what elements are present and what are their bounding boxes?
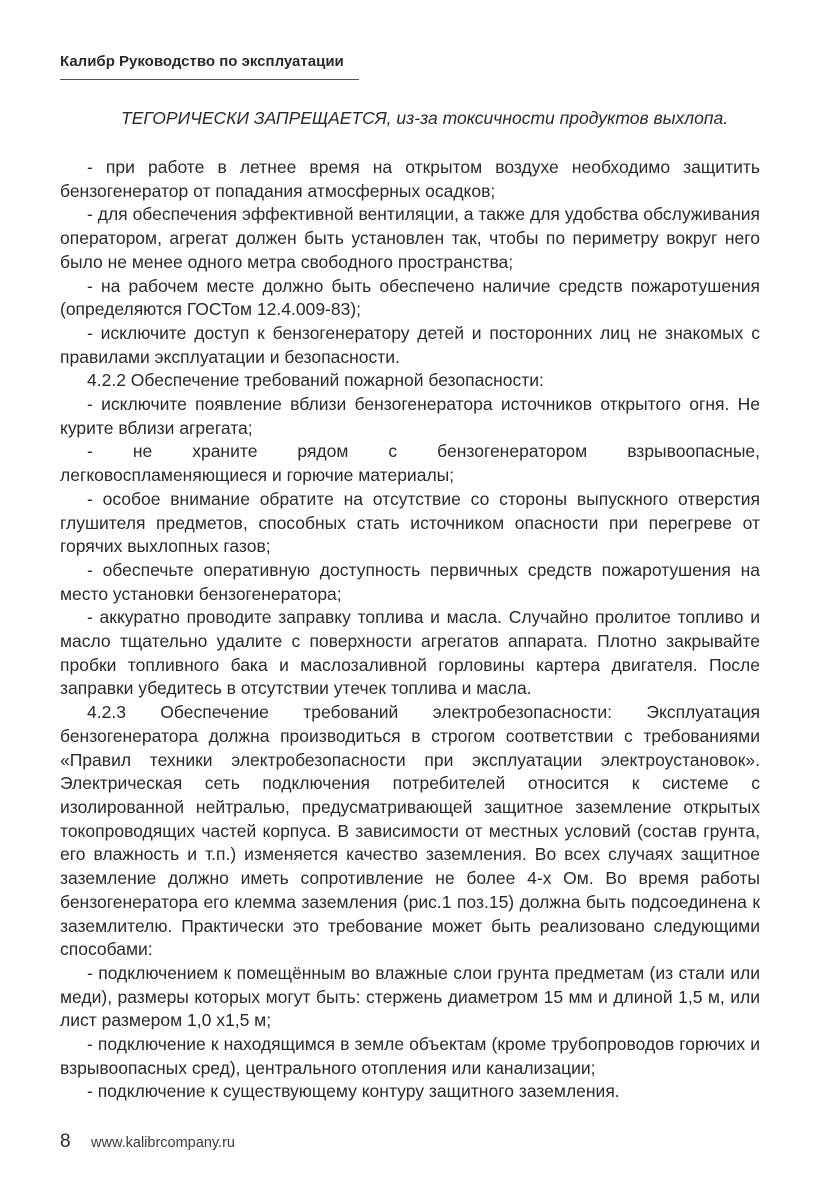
intro-warning-line: ТЕГОРИЧЕСКИ ЗАПРЕЩАЕТСЯ, из-за токсичности продуктов выхлопа.: [121, 108, 729, 128]
paragraph: - особое внимание обратите на отсутствие со стороны выпускного отверстия глушителя предметов, способных стать источником опасности при перегреве от горячих выхлопных газов;: [60, 488, 760, 557]
paragraph: - исключите появление вблизи бензогенератора источников открытого огня. Не курите вблизи агрегата;: [60, 394, 760, 438]
body-text: [60, 156, 760, 1104]
page-header-title: Калибр Руководство по эксплуатации: [60, 53, 344, 70]
section-heading-4-2-2: 4.2.2 Обеспечение требований пожарной безопасности:: [87, 370, 544, 391]
section-4-2-3-paragraph: 4.2.3 Обеспечение требований электробезопасности: Эксплуатация бензогенератора должна производиться в строгом соответствии с требованиями «Правил техники электробезопасности при эксплуатации электроустановок». Электрическая сеть подключения потребителей относится к системе с изолированной нейтралью, предусматривающей защитное заземление открытых токопроводящих частей корпуса. В зависимости от местных условий (состав грунта, его влажность и т.п.) изменяется качество заземления. Во всех случаях защитное заземление должно иметь сопротивление не более 4-х Ом. Во время работы бензогенератора его клемма заземления (рис.1 поз.15) должна быть подсоединена к заземлителю. Практически это требование может быть реализовано следующими способами:: [60, 702, 760, 960]
paragraph: - подключение к существующему контуру защитного заземления.: [87, 1081, 620, 1102]
paragraph: - аккуратно проводите заправку топлива и масла. Случайно пролитое топливо и масло тщательно удалите с поверхности агрегатов аппарата. Плотно закрывайте пробки топливного бака и маслозаливной горловины картера двигателя. После заправки убедитесь в отсутствии утечек топлива и масла.: [60, 607, 760, 699]
paragraph: - исключите доступ к бензогенератору детей и посторонних лиц не знакомых с правилами эксплуатации и безопасности.: [60, 322, 760, 367]
paragraph: - обеспечьте оперативную доступность первичных средств пожаротушения на место установки бензогенератора;: [60, 559, 760, 604]
paragraph: - подключение к находящимся в земле объектам (кроме трубопроводов горючих и взрывоопасных сред), центрального отопления или канализации;: [60, 1034, 760, 1078]
footer-url: www.kalibrcompany.ru: [91, 1135, 235, 1151]
page-number: 8: [60, 1131, 71, 1152]
paragraph: - при работе в летнее время на открытом воздухе необходимо защитить бензогенератор от попадания атмосферных осадков;: [60, 157, 760, 201]
paragraph: - не храните рядом с бензогенератором взрывоопасные, легковоспламеняющиеся и горючие материалы;: [60, 441, 760, 486]
paragraph: - на рабочем месте должно быть обеспечено наличие средств пожаротушения (определяются ГОСТом 12.4.009-83);: [60, 275, 760, 320]
paragraph: - для обеспечения эффективной вентиляции, а также для удобства обслуживания оператором, агрегат должен быть установлен так, чтобы по периметру вокруг него было не менее одного метра свободного пространства;: [60, 204, 760, 272]
header-divider: [60, 79, 359, 80]
paragraph: - подключением к помещённым во влажные слои грунта предметам (из стали или меди), размеры которых могут быть: стержень диаметром 15 мм и длиной 1,5 м, или лист размером 1,0 х1,5 м;: [60, 962, 760, 1031]
